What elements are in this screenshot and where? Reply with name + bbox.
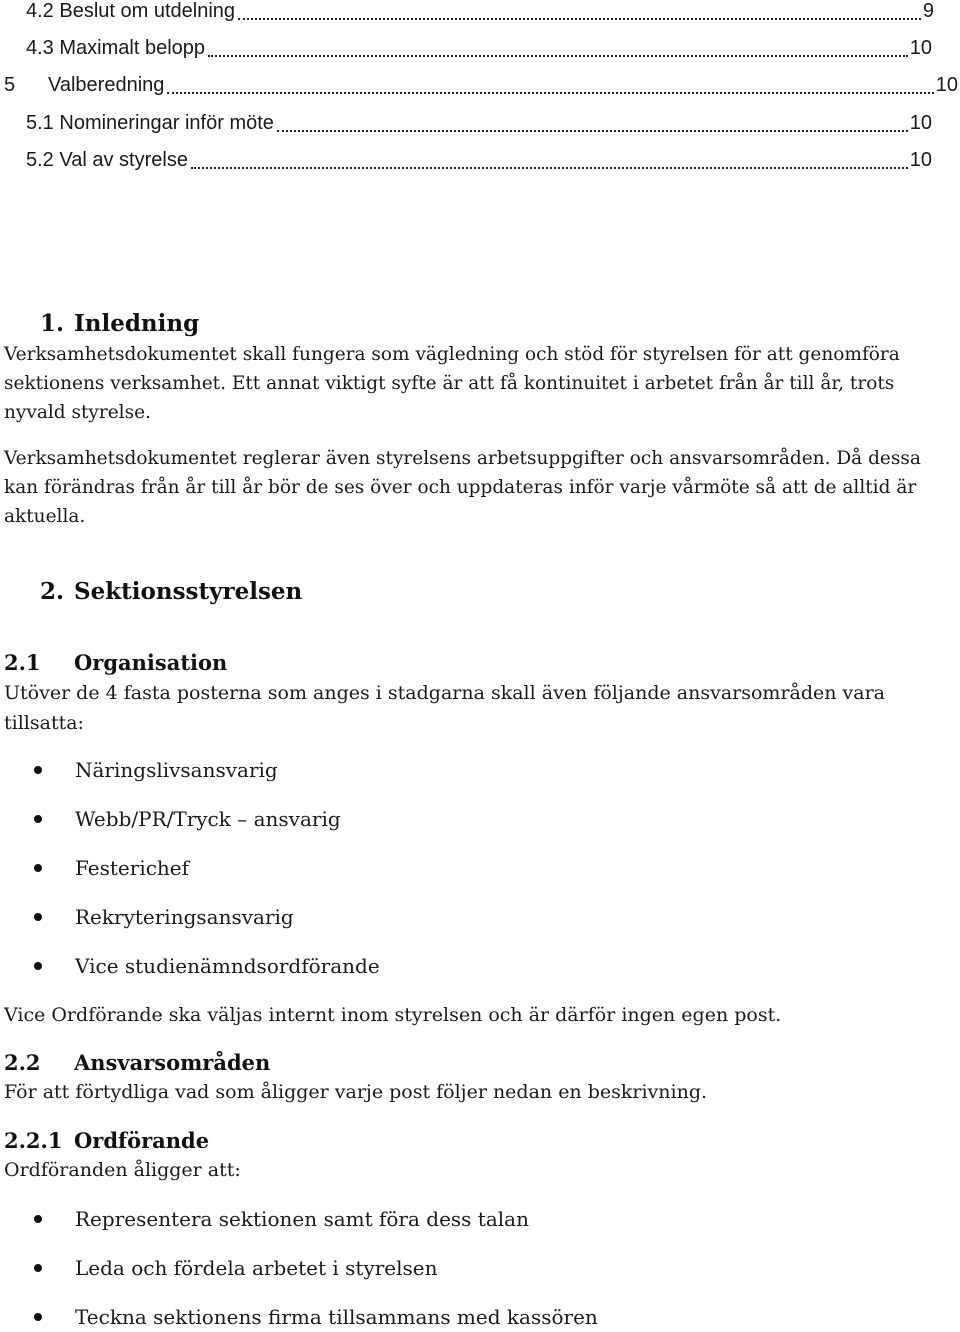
section-2-heading [40, 578, 302, 605]
section-title: Ansvarsområden [74, 1050, 271, 1075]
list-item-text: Näringslivsansvarig [75, 758, 278, 782]
bullet-icon [34, 1264, 42, 1272]
bullet-icon [34, 815, 42, 823]
toc-number: 4.2 [26, 0, 54, 22]
list-item [34, 1302, 598, 1332]
section-number: 2.1 [4, 650, 41, 675]
toc-leader [277, 130, 908, 132]
toc-title: Valberedning [48, 74, 165, 96]
list-item [34, 804, 341, 834]
scope-paragraph: Verksamhetsdokumentet reglerar även styrelsens arbetsuppgifter och ansvarsområden. Då dessa kan förändras från år till år bör de ses över och uppdateras inför varje vårmöte så att de alltid är aktuella. [4, 448, 921, 527]
bullet-icon [34, 1215, 42, 1223]
section-2-1-heading [4, 650, 227, 675]
toc-page: 10 [935, 74, 958, 96]
toc-entry[interactable] [26, 141, 932, 179]
list-item [34, 902, 294, 932]
section-1-heading [40, 310, 199, 337]
toc-page: 10 [909, 112, 932, 134]
toc-leader [167, 92, 933, 94]
responsibilities-text: För att förtydliga vad som åligger varje post följer nedan en beskrivning. [4, 1081, 708, 1103]
toc-title: Val av styrelse [59, 149, 188, 171]
toc-number: 4.3 [26, 37, 54, 59]
toc-entry[interactable] [26, 104, 932, 142]
chair-intro: Ordföranden åligger att: [4, 1159, 241, 1181]
section-title: Sektionsstyrelsen [74, 578, 303, 605]
toc-number: 5 [4, 74, 16, 96]
toc-number: 5.1 [26, 112, 54, 134]
list-item [34, 1204, 529, 1234]
list-item [34, 951, 380, 981]
vice-chair-note: Vice Ordförande ska väljas internt inom styrelsen och är därför ingen egen post. [4, 1004, 782, 1026]
toc-entry[interactable] [26, 29, 932, 67]
toc-leader [208, 55, 908, 57]
toc-entry[interactable] [26, 0, 934, 30]
toc-title: Nomineringar inför möte [59, 112, 274, 134]
list-item-text: Rekryteringsansvarig [75, 905, 294, 929]
bullet-icon [34, 766, 42, 774]
section-2-2-1-heading [4, 1128, 209, 1153]
list-item [34, 755, 278, 785]
organisation-intro: Utöver de 4 fasta posterna som anges i stadgarna skall även följande ansvarsområden vara tillsatta: [4, 682, 886, 734]
list-item-text: Vice studienämndsordförande [75, 954, 380, 978]
section-number: 1. [40, 310, 65, 337]
list-item-text: Teckna sektionens firma tillsammans med kassören [75, 1305, 598, 1329]
toc-entry[interactable] [4, 66, 958, 104]
section-number: 2.2 [4, 1050, 41, 1075]
toc-title: Maximalt belopp [59, 37, 205, 59]
bullet-icon [34, 913, 42, 921]
list-item [34, 853, 189, 883]
toc-page: 10 [909, 149, 932, 171]
toc-title: Beslut om utdelning [59, 0, 236, 22]
toc-page: 10 [909, 37, 932, 59]
section-2-2-heading [4, 1050, 270, 1075]
bullet-icon [34, 864, 42, 872]
list-item-text: Representera sektionen samt föra dess talan [75, 1207, 529, 1231]
intro-paragraph: Verksamhetsdokumentet skall fungera som vägledning och stöd för styrelsen för att genomföra sektionens verksamhet. Ett annat viktigt syfte är att få kontinuitet i arbetet från år till år, trots nyvald styrelse. [4, 344, 900, 423]
list-item [34, 1253, 438, 1283]
list-item-text: Webb/PR/Tryck – ansvarig [75, 807, 341, 831]
section-title: Inledning [74, 310, 200, 337]
list-item-text: Leda och fördela arbetet i styrelsen [75, 1256, 438, 1280]
bullet-icon [34, 962, 42, 970]
toc-number: 5.2 [26, 149, 54, 171]
section-title: Organisation [74, 650, 228, 675]
toc-leader [238, 18, 921, 20]
section-number: 2. [40, 578, 65, 605]
list-item-text: Festerichef [75, 856, 190, 880]
section-title: Ordförande [74, 1128, 210, 1153]
section-number: 2.2.1 [4, 1128, 63, 1153]
toc-page: 9 [922, 0, 934, 22]
bullet-icon [34, 1313, 42, 1321]
toc-leader [191, 167, 908, 169]
